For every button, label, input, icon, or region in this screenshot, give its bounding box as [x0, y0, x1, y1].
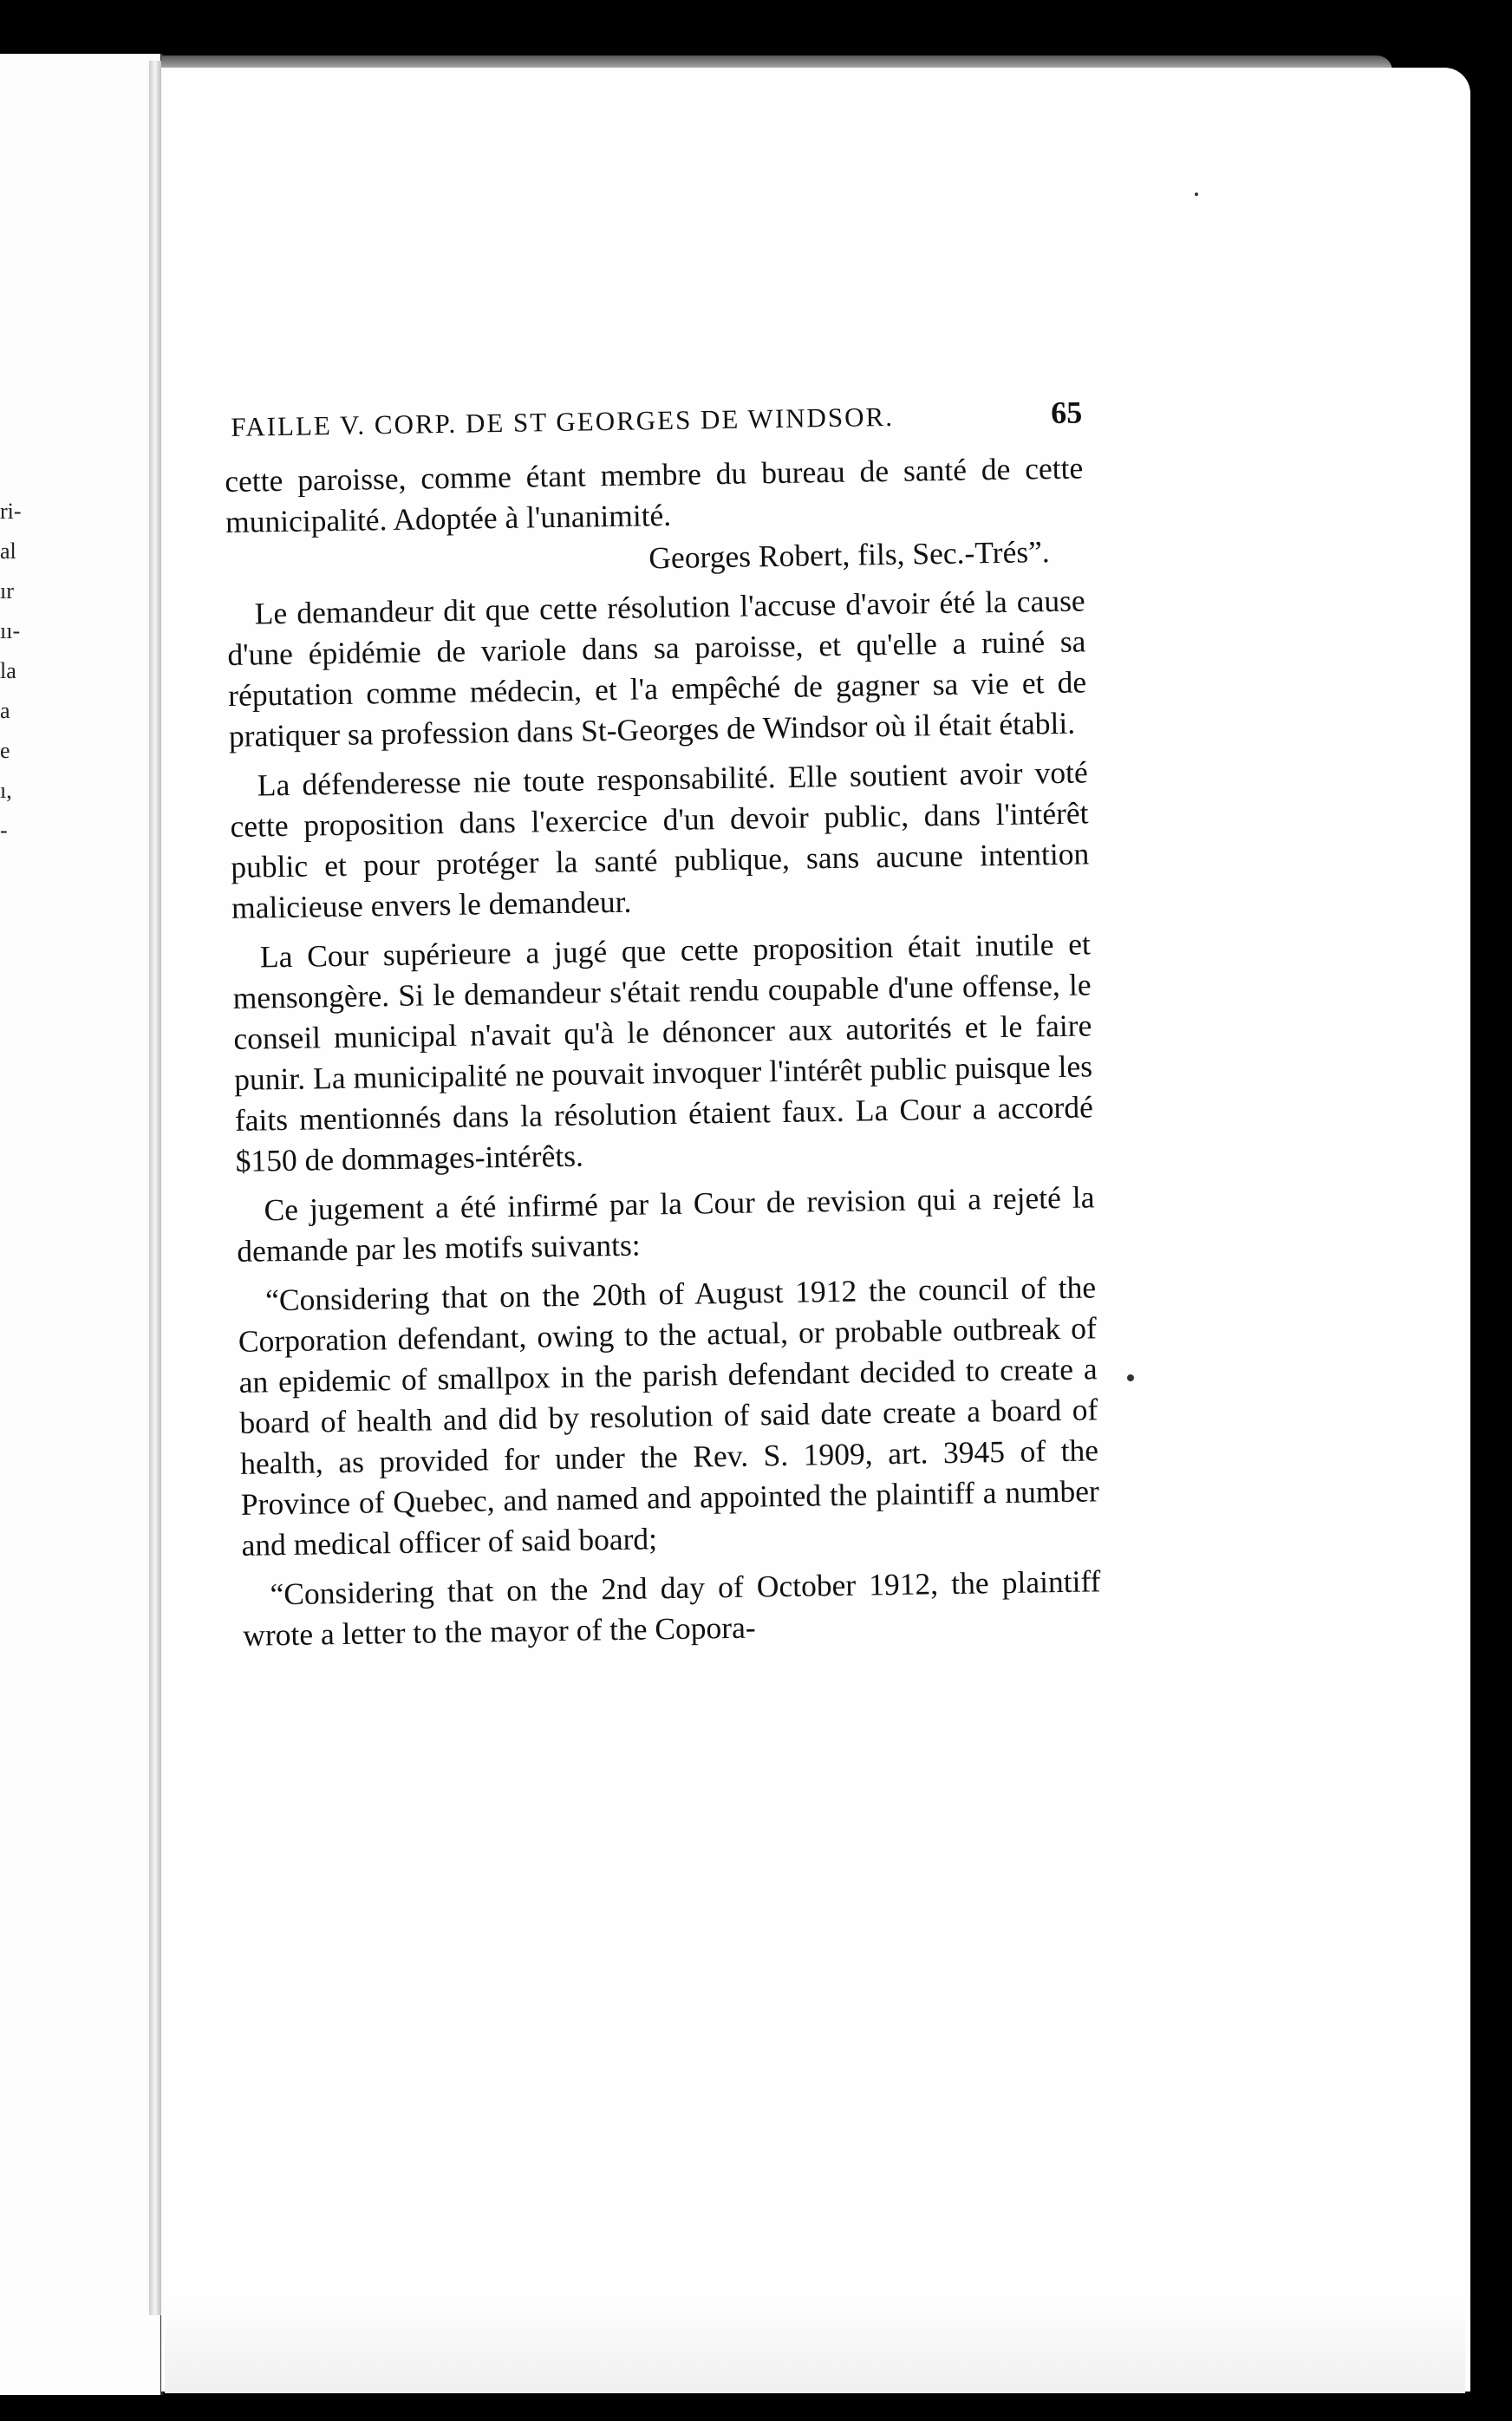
fragment: e — [0, 738, 10, 763]
page-bottom-shade — [165, 2298, 1465, 2393]
fragment: - — [0, 818, 8, 843]
paragraph: La Cour supérieure a jugé que cette proposition était inutile et mensongère. Si le demandeur s'était rendu coupable d'une offense, le conseil municipal n'avait qu'à le dénoncer aux autorités et le faire punir. La municipalité ne pouvait invoquer l'intérêt public puisque les faits mentionnés dans la résolution étaient faux. La Cour a accordé $150 de dommages-intérêts. — [232, 926, 1094, 1178]
fragment: la — [0, 658, 16, 683]
paragraph: La défenderesse nie toute responsabilité. Elle soutient avoir voté cette proposition dans l'exercice d'un devoir public, dans l'intérêt public et pour protéger la santé publique, sans aucune intention malicieuse envers le demandeur. — [230, 754, 1090, 925]
paragraph: “Considering that on the 2nd day of October 1912, the plaintiff wrote a letter to the mayor of the Copora- — [242, 1563, 1101, 1653]
paragraph: “Considering that on the 20th of August 1912 the council of the Corporation defendant, owing to the actual, or probable outbreak of an epidemic of smallpox in the parish defendant decided to create a board of health and did by resolution of said date create a board of health, as provided for under the Rev. S. 1909, art. 3945 of the Province of Quebec, and named and appointed the plaintiff a number and medical officer of said board; — [238, 1269, 1100, 1563]
fragment: ıı- — [0, 618, 21, 643]
fragment: ı, — [0, 778, 12, 803]
paragraph: cette paroisse, comme étant membre du bureau de santé de cette municipalité. Adoptée à l'unanimité. — [225, 450, 1084, 539]
left-page-edge — [0, 54, 163, 2395]
paragraph: Ce jugement a été infirmé par la Cour de revision qui a rejeté la demande par les motifs suivants: — [236, 1179, 1095, 1269]
fragment: al — [0, 538, 16, 564]
signature: Georges Robert, fils, Sec.-Trés”. — [648, 534, 1051, 576]
running-head-title: FAILLE V. CORP. DE ST GEORGES DE WINDSOR. — [231, 401, 895, 442]
fragment: ri- — [0, 499, 22, 524]
ink-speck — [1127, 1374, 1134, 1381]
left-page-text-fragments — [0, 492, 35, 851]
fragment: ır — [0, 578, 14, 604]
ink-speck — [1195, 193, 1198, 196]
book-spine — [149, 61, 161, 2315]
paragraph: Le demandeur dit que cette résolution l'accuse d'avoir été la cause d'une épidémie de variole dans sa paroisse, et qu'elle a ruiné sa réputation comme médecin, et l'a empêché de gagner sa vie et de pratiquer sa profession dans St-Georges de Windsor où il était établi. — [227, 583, 1087, 754]
page-text — [224, 394, 1101, 1655]
page-number: 65 — [1050, 395, 1083, 431]
fragment: a — [0, 698, 10, 723]
